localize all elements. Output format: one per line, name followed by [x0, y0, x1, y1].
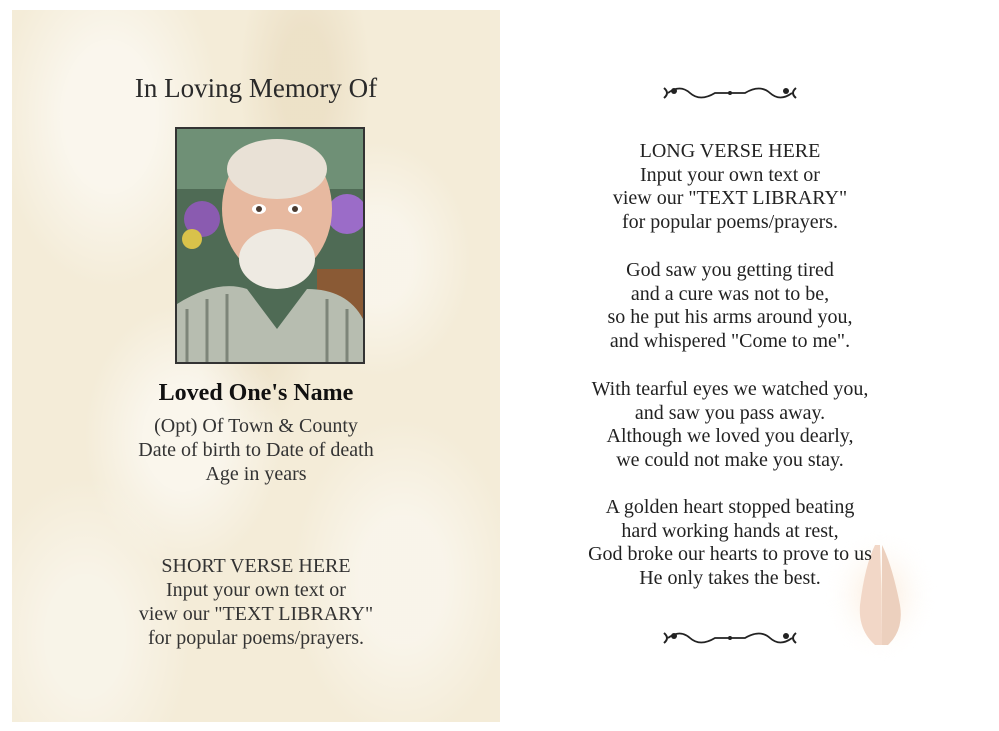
flourish-divider-icon: [660, 627, 800, 649]
age: Age in years: [205, 463, 307, 485]
verse-line: A golden heart stopped beating: [605, 496, 855, 518]
verse-line: Although we loved you dearly,: [606, 425, 854, 448]
card-left-panel: [12, 10, 500, 722]
short-verse-line: for popular poems/prayers.: [147, 627, 365, 649]
details-block: [12, 414, 500, 486]
verse-stanza-3: [500, 496, 960, 591]
portrait-photo[interactable]: [175, 127, 365, 364]
verse-line: for popular poems/prayers.: [621, 211, 839, 234]
verse-line: and saw you pass away.: [634, 401, 826, 424]
verse-stanza-2: [500, 378, 960, 473]
dates: Date of birth to Date of death: [138, 439, 374, 461]
verse-line: and whispered "Come to me".: [609, 330, 851, 353]
verse-line: God saw you getting tired: [626, 259, 834, 281]
memorial-title: In Loving Memory Of: [134, 73, 378, 103]
verse-line: God broke our hearts to prove to us: [588, 543, 872, 566]
verse-line: He only takes the best.: [639, 567, 821, 590]
card-right-panel: [500, 10, 999, 722]
town-county: (Opt) Of Town & County: [154, 415, 358, 437]
verse-line: so he put his arms around you,: [607, 306, 853, 329]
short-verse-block: [12, 554, 500, 650]
short-verse-line: Input your own text or: [166, 579, 346, 601]
long-verse-heading: LONG VERSE HERE: [639, 140, 821, 162]
portrait-illustration: [177, 129, 363, 362]
loved-one-name: Loved One's Name: [158, 380, 354, 406]
long-verse-intro: [500, 140, 960, 235]
verse-line: view our "TEXT LIBRARY": [612, 187, 848, 210]
verse-line: With tearful eyes we watched you,: [591, 378, 869, 400]
verse-line: Input your own text or: [640, 163, 820, 186]
short-verse-line: view our "TEXT LIBRARY": [138, 603, 374, 625]
verse-line: hard working hands at rest,: [621, 519, 839, 542]
short-verse-heading: SHORT VERSE HERE: [161, 555, 351, 577]
verse-line: we could not make you stay.: [616, 449, 844, 472]
flourish-divider-icon: [660, 82, 800, 104]
verse-stanza-1: [500, 259, 960, 354]
verse-line: and a cure was not to be,: [630, 282, 830, 305]
